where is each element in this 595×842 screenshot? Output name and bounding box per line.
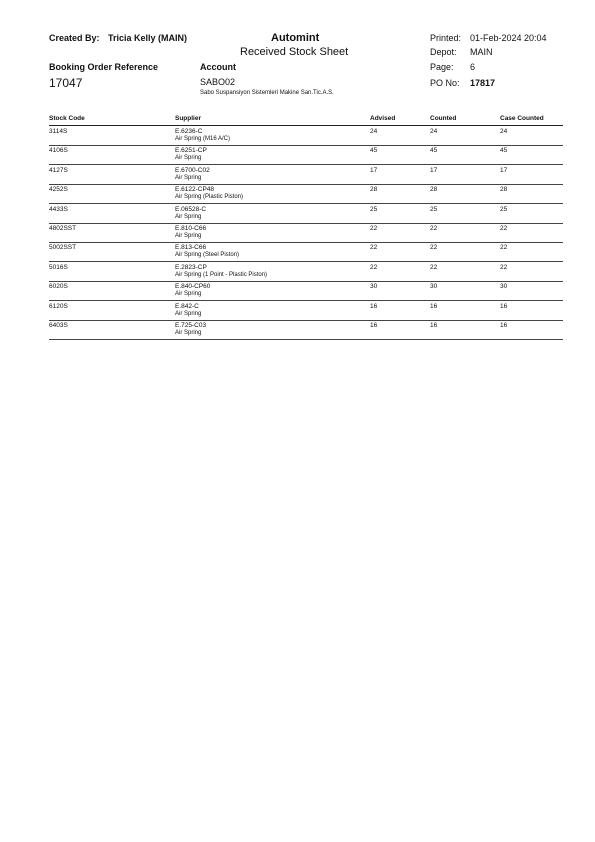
created-by-value: Tricia Kelly (MAIN) (108, 33, 188, 43)
counted-cell: 45 (430, 147, 438, 155)
item-description-cell: Air Spring (175, 310, 202, 317)
item-description-cell: Air Spring (175, 330, 202, 336)
counted-cell: 16 (430, 302, 438, 310)
supplier-code-cell: E.6122-CP48 (175, 186, 215, 194)
document-title: Received Stock Sheet (240, 46, 349, 58)
row-divider (49, 281, 563, 282)
stock-code-cell: 4127S (49, 166, 68, 174)
po-label: PO No: (430, 78, 460, 88)
supplier-code-cell: E.6700-C02 (175, 166, 210, 174)
booking-ref-value: 17047 (49, 76, 83, 90)
row-divider (49, 164, 563, 165)
stock-code-cell: 3114S (49, 128, 68, 135)
counted-cell: 30 (430, 283, 438, 291)
counted-cell: 22 (430, 263, 438, 271)
item-description-cell: Air Spring (175, 213, 202, 220)
case-counted-cell: 30 (500, 283, 508, 291)
counted-cell: 25 (430, 205, 438, 213)
supplier-code-cell: E.6236-C (175, 128, 203, 135)
case-counted-cell: 16 (500, 302, 508, 310)
case-counted-cell: 45 (500, 147, 508, 155)
item-description-cell: Air Spring (175, 155, 202, 162)
advised-cell: 22 (370, 244, 378, 252)
advised-cell: 28 (370, 186, 378, 194)
advised-cell: 16 (370, 322, 378, 329)
row-divider (49, 223, 563, 224)
item-description-cell: Air Spring (Steel Piston) (175, 252, 240, 259)
row-divider (49, 300, 563, 301)
depot-label: Depot: (430, 47, 457, 57)
advised-cell: 45 (370, 147, 378, 155)
case-counted-cell: 16 (500, 322, 508, 329)
row-divider (49, 145, 563, 146)
item-description-cell: Air Spring (175, 174, 202, 181)
case-counted-cell: 22 (500, 244, 508, 252)
column-header-supplier: Supplier (175, 115, 202, 122)
stock-code-cell: 4252S (49, 186, 68, 194)
page-label: Page: (430, 62, 454, 72)
supplier-code-cell: E.2823-CP (175, 263, 207, 271)
item-description-cell: Air Spring (Plastic Piston) (175, 194, 244, 201)
item-description-cell: Air Spring (175, 233, 202, 239)
stock-code-cell: 4433S (49, 205, 68, 213)
supplier-code-cell: E.810-C66 (175, 225, 207, 232)
printed-label: Printed: (430, 33, 462, 43)
stock-code-cell: 4802SST (49, 225, 77, 232)
supplier-code-cell: E.06528-C (175, 205, 207, 213)
advised-cell: 17 (370, 166, 378, 174)
stock-code-cell: 6403S (49, 322, 68, 329)
column-header-stock-code: Stock Code (49, 115, 85, 122)
supplier-code-cell: E.842-C (175, 302, 199, 310)
row-divider (49, 184, 563, 185)
account-label: Account (200, 62, 236, 72)
advised-cell: 16 (370, 302, 378, 310)
supplier-code-cell: E.813-C66 (175, 244, 207, 252)
column-header-counted: Counted (430, 115, 457, 122)
po-value: 17817 (470, 78, 496, 88)
stock-code-cell: 5016S (49, 263, 68, 271)
account-name: Sabo Suspansiyon Sistemleri Makine San.Tic.A.S. (200, 90, 334, 96)
row-divider (49, 203, 563, 204)
item-description-cell: Air Spring (1 Point - Plastic Piston) (175, 271, 268, 278)
case-counted-cell: 28 (500, 186, 508, 194)
advised-cell: 24 (370, 128, 378, 135)
counted-cell: 28 (430, 186, 438, 194)
row-divider (49, 320, 563, 321)
item-description-cell: Air Spring (175, 291, 202, 298)
case-counted-cell: 22 (500, 263, 508, 271)
row-divider (49, 261, 563, 262)
counted-cell: 22 (430, 225, 438, 232)
counted-cell: 17 (430, 166, 438, 174)
printed-value: 01-Feb-2024 20:04 (470, 33, 547, 43)
company-name: Automint (271, 32, 320, 44)
advised-cell: 22 (370, 225, 378, 232)
case-counted-cell: 17 (500, 166, 508, 174)
page-value: 6 (470, 62, 476, 72)
supplier-code-cell: E.840-CP60 (175, 283, 211, 291)
booking-ref-label: Booking Order Reference (49, 62, 159, 72)
case-counted-cell: 22 (500, 225, 508, 232)
item-description-cell: Air Spring (M16 A/C) (175, 136, 231, 142)
stock-code-cell: 4106S (49, 147, 68, 155)
counted-cell: 22 (430, 244, 438, 252)
row-divider (49, 339, 563, 340)
header-divider (49, 125, 563, 126)
account-code: SABO02 (200, 77, 236, 87)
advised-cell: 25 (370, 205, 378, 213)
counted-cell: 24 (430, 128, 438, 135)
stock-code-cell: 5002SST (49, 244, 77, 252)
supplier-code-cell: E.6251-CP (175, 147, 207, 155)
case-counted-cell: 25 (500, 205, 508, 213)
supplier-code-cell: E.725-C03 (175, 322, 207, 329)
stock-code-cell: 6120S (49, 302, 68, 310)
created-by-label: Created By: (49, 33, 100, 43)
counted-cell: 16 (430, 322, 438, 329)
depot-value: MAIN (470, 47, 493, 57)
row-divider (49, 242, 563, 243)
column-header-case-counted: Case Counted (500, 115, 544, 122)
advised-cell: 30 (370, 283, 378, 291)
column-header-advised: Advised (370, 115, 396, 122)
stock-code-cell: 6020S (49, 283, 68, 291)
advised-cell: 22 (370, 263, 378, 271)
case-counted-cell: 24 (500, 128, 508, 135)
